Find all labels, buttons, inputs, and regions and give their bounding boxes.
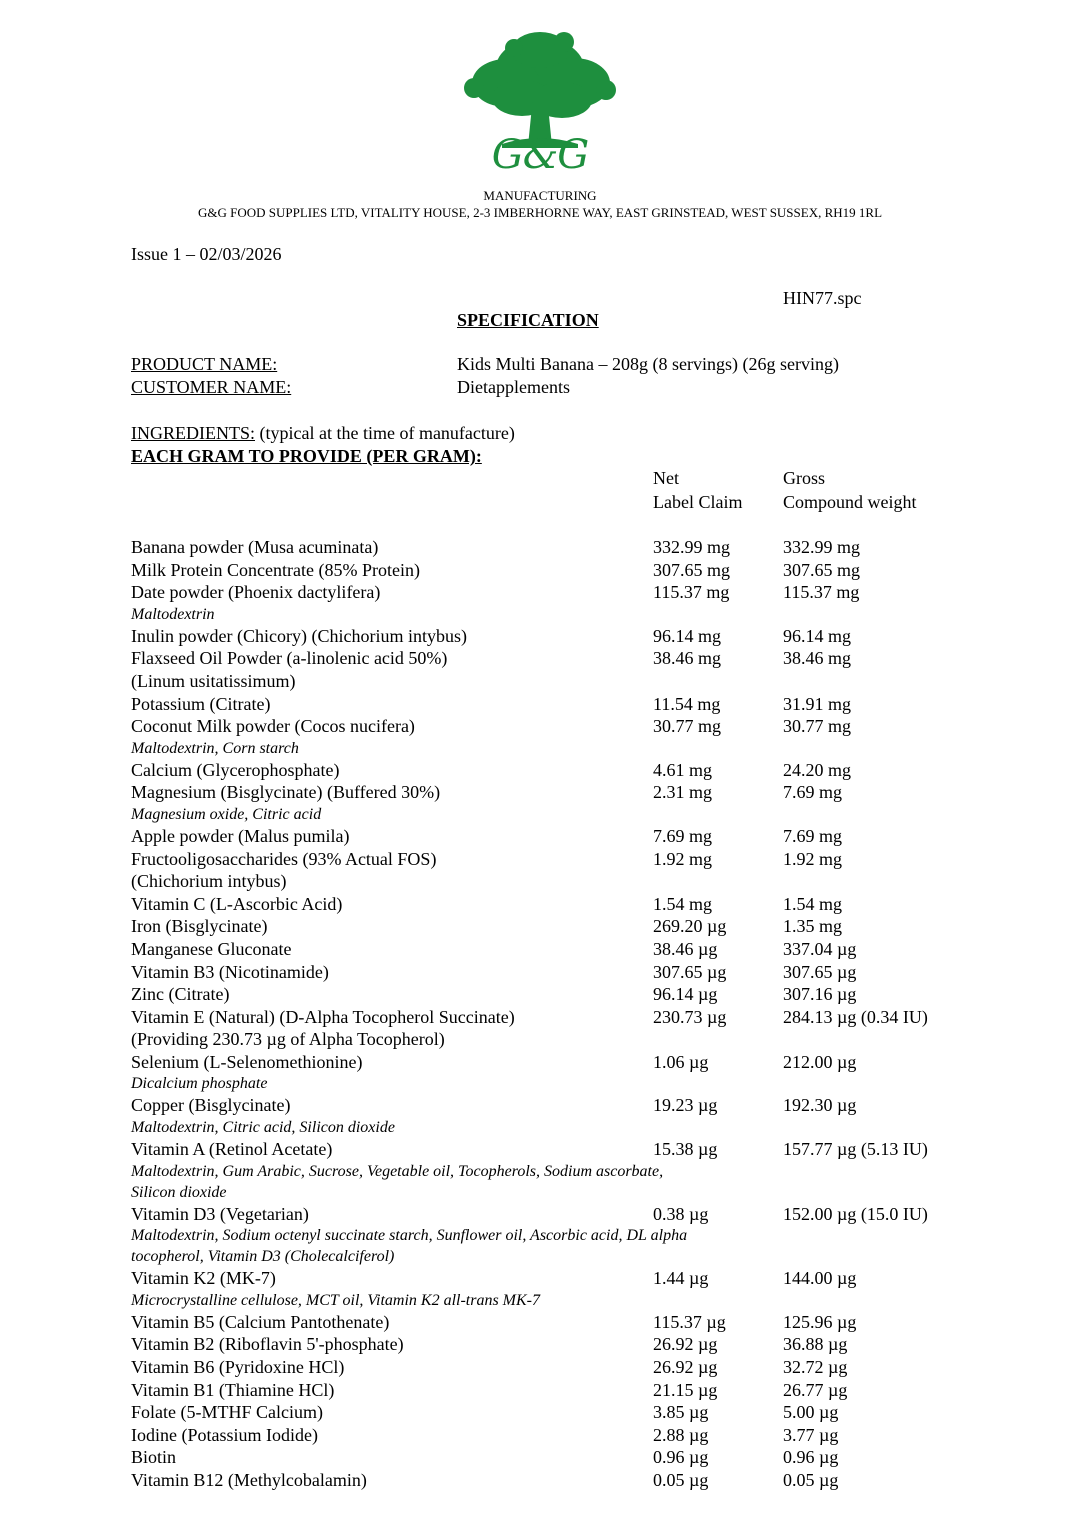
gross-compound-weight: 307.65 mg (783, 559, 861, 580)
ingredient-name: Manganese Gluconate (131, 938, 292, 959)
ingredient-name: Flaxseed Oil Powder (a-linolenic acid 50%) (131, 648, 448, 669)
ingredient-name: Calcium (Glycerophosphate) (131, 759, 340, 780)
logo-text: G&G (491, 132, 589, 178)
gross-compound-weight: 7.69 mg (783, 782, 843, 803)
product-name-label: PRODUCT NAME: (131, 354, 278, 374)
ingredient-row (0, 961, 1080, 984)
ingredient-row (0, 870, 1080, 893)
ingredient-name: Milk Protein Concentrate (85% Protein) (131, 559, 420, 580)
issue-date: Issue 1 – 02/03/2026 (131, 244, 282, 264)
ingredient-name: Iodine (Potassium Iodide) (131, 1424, 318, 1445)
ingredient-carrier-note (0, 1073, 1080, 1094)
ingredient-row (0, 1311, 1080, 1334)
ingredient-name: Date powder (Phoenix dactylifera) (131, 582, 381, 603)
ingredient-row (0, 983, 1080, 1006)
ingredient-carrier-note (0, 1246, 1080, 1267)
ingredient-name: Vitamin B5 (Calcium Pantothenate) (131, 1311, 390, 1332)
ingredient-name: tocopherol, Vitamin D3 (Cholecalciferol) (131, 1248, 395, 1266)
gross-compound-weight: 26.77 µg (783, 1379, 848, 1400)
ingredient-row (0, 1094, 1080, 1117)
ingredient-name: Vitamin D3 (Vegetarian) (131, 1203, 309, 1224)
net-label-claim: 0.05 µg (653, 1470, 709, 1490)
net-header-line1: Net (653, 468, 679, 488)
ingredient-carrier-note (0, 738, 1080, 759)
ingredient-row (0, 1356, 1080, 1379)
net-label-claim: 1.54 mg (653, 893, 713, 914)
ingredient-name: Silicon dioxide (131, 1183, 227, 1201)
ingredients-table (0, 536, 1080, 1492)
ingredient-name: Vitamin B3 (Nicotinamide) (131, 961, 329, 982)
net-header-line2: Label Claim (653, 492, 743, 512)
gross-compound-weight: 307.16 µg (783, 984, 857, 1005)
gross-compound-weight: 3.77 µg (783, 1424, 839, 1445)
ingredient-name: (Providing 230.73 µg of Alpha Tocopherol) (131, 1029, 445, 1050)
gross-compound-weight: 0.96 µg (783, 1447, 839, 1468)
ingredient-name: Copper (Bisglycinate) (131, 1095, 291, 1116)
ingredient-name: Maltodextrin, Sodium octenyl succinate starch, Sunflower oil, Ascorbic acid, DL alpha (131, 1227, 688, 1245)
company-address: G&G FOOD SUPPLIES LTD, VITALITY HOUSE, 2-3 IMBERHORNE WAY, EAST GRINSTEAD, WEST SUSSEX, RH19 1RL (197, 205, 883, 220)
ingredient-row (0, 848, 1080, 871)
ingredient-name: Vitamin A (Retinol Acetate) (131, 1139, 333, 1160)
net-label-claim: 3.85 µg (653, 1402, 709, 1423)
net-label-claim: 4.61 mg (653, 759, 713, 780)
gross-compound-weight: 7.69 mg (783, 825, 843, 846)
ingredient-name: (Linum usitatissimum) (131, 670, 296, 691)
gross-compound-weight: 1.54 mg (783, 893, 843, 914)
gross-compound-weight: 307.65 µg (783, 961, 857, 982)
ingredient-name: Iron (Bisglycinate) (131, 916, 268, 937)
ingredients-note: (typical at the time of manufacture) (255, 423, 515, 443)
ingredient-row (0, 670, 1080, 693)
net-label-claim: 26.92 µg (653, 1357, 718, 1378)
ingredient-name: Folate (5-MTHF Calcium) (131, 1402, 323, 1423)
ingredient-row (0, 1267, 1080, 1290)
customer-name-value: Dietapplements (457, 377, 570, 397)
gross-compound-weight: 1.92 mg (783, 848, 843, 869)
net-label-claim: 11.54 mg (653, 693, 721, 714)
ingredient-name: Magnesium oxide, Citric acid (131, 805, 322, 823)
gross-compound-weight: 38.46 mg (783, 648, 852, 669)
document-title: SPECIFICATION (457, 310, 599, 330)
gross-compound-weight: 284.13 µg (0.34 IU) (783, 1006, 928, 1027)
gross-compound-weight: 192.30 µg (783, 1095, 857, 1116)
gross-compound-weight: 0.05 µg (783, 1470, 839, 1490)
net-label-claim: 19.23 µg (653, 1095, 718, 1116)
net-label-claim: 115.37 µg (653, 1311, 726, 1332)
gross-compound-weight: 157.77 µg (5.13 IU) (783, 1139, 928, 1160)
net-label-claim: 0.38 µg (653, 1203, 709, 1224)
net-label-claim: 38.46 µg (653, 938, 718, 959)
ingredient-name: Maltodextrin (131, 605, 215, 623)
ingredient-row (0, 1379, 1080, 1402)
ingredient-carrier-note (0, 1225, 1080, 1246)
ingredient-row (0, 559, 1080, 582)
net-label-claim: 1.06 µg (653, 1051, 709, 1072)
gross-compound-weight: 24.20 mg (783, 759, 852, 780)
ingredient-name: Vitamin K2 (MK-7) (131, 1268, 276, 1289)
gross-compound-weight: 36.88 µg (783, 1334, 848, 1355)
ingredient-row (0, 1446, 1080, 1469)
net-label-claim: 230.73 µg (653, 1006, 727, 1027)
ingredient-row (0, 536, 1080, 559)
ingredient-name: Zinc (Citrate) (131, 984, 230, 1005)
ingredient-name: Selenium (L-Selenomethionine) (131, 1051, 363, 1072)
ingredient-name: Vitamin B6 (Pyridoxine HCl) (131, 1357, 345, 1378)
ingredient-name: Biotin (131, 1447, 177, 1468)
ingredient-name: Maltodextrin, Gum Arabic, Sucrose, Vegetable oil, Tocopherols, Sodium ascorbate, (131, 1162, 664, 1180)
ingredient-row (0, 893, 1080, 916)
ingredient-name: Banana powder (Musa acuminata) (131, 537, 379, 557)
product-name-value: Kids Multi Banana – 208g (8 servings) (26g serving) (457, 354, 839, 374)
gross-compound-weight: 332.99 mg (783, 537, 861, 557)
ingredients-label: INGREDIENTS: (131, 423, 255, 443)
ingredient-name: Vitamin B2 (Riboflavin 5'-phosphate) (131, 1334, 404, 1355)
gross-compound-weight: 30.77 mg (783, 716, 852, 737)
ingredient-row (0, 915, 1080, 938)
net-label-claim: 332.99 mg (653, 537, 731, 557)
ingredient-row (0, 938, 1080, 961)
net-label-claim: 2.31 mg (653, 782, 713, 803)
ingredient-row (0, 1401, 1080, 1424)
ingredient-name: Vitamin B1 (Thiamine HCl) (131, 1379, 335, 1400)
ingredient-row (0, 1006, 1080, 1029)
ingredient-row (0, 1051, 1080, 1074)
ingredient-row (0, 693, 1080, 716)
gross-compound-weight: 32.72 µg (783, 1357, 848, 1378)
net-label-claim: 115.37 mg (653, 582, 730, 603)
gross-header-line2: Compound weight (783, 492, 917, 512)
ingredient-name: Vitamin E (Natural) (D-Alpha Tocopherol Succinate) (131, 1006, 515, 1027)
ingredient-name: Dicalcium phosphate (131, 1075, 268, 1093)
manufacturing-label: MANUFACTURING (483, 188, 597, 203)
ingredient-carrier-note (0, 1117, 1080, 1138)
ingredient-carrier-note (0, 1161, 1080, 1182)
ingredient-name: Apple powder (Malus pumila) (131, 825, 350, 846)
net-label-claim: 1.92 mg (653, 848, 713, 869)
net-label-claim: 38.46 mg (653, 648, 722, 669)
ingredient-name: Maltodextrin, Citric acid, Silicon dioxide (131, 1119, 395, 1137)
ingredient-row (0, 625, 1080, 648)
ingredient-name: Vitamin B12 (Methylcobalamin) (131, 1470, 367, 1490)
ingredients-heading (131, 422, 515, 445)
gross-compound-weight: 96.14 mg (783, 625, 852, 646)
net-label-claim: 307.65 mg (653, 559, 731, 580)
net-label-claim: 1.44 µg (653, 1268, 709, 1289)
gross-compound-weight: 144.00 µg (783, 1268, 857, 1289)
gross-compound-weight: 337.04 µg (783, 938, 857, 959)
ingredient-row (0, 1333, 1080, 1356)
ingredient-name: (Chichorium intybus) (131, 871, 287, 892)
ingredient-row (0, 1138, 1080, 1161)
ingredient-carrier-note (0, 604, 1080, 625)
gross-compound-weight: 1.35 mg (783, 916, 843, 937)
customer-name-label: CUSTOMER NAME: (131, 377, 292, 397)
ingredient-row (0, 1424, 1080, 1447)
ingredient-row (0, 1203, 1080, 1226)
ingredient-row (0, 647, 1080, 670)
ingredient-row (0, 1469, 1080, 1492)
ingredient-name: Maltodextrin, Corn starch (131, 739, 299, 757)
ingredient-carrier-note (0, 1182, 1080, 1203)
ingredient-row (0, 781, 1080, 804)
net-label-claim: 7.69 mg (653, 825, 713, 846)
net-label-claim: 307.65 µg (653, 961, 727, 982)
ingredient-name: Inulin powder (Chicory) (Chichorium intybus) (131, 625, 467, 646)
net-label-claim: 21.15 µg (653, 1379, 718, 1400)
ingredient-row (0, 581, 1080, 604)
per-gram-heading: EACH GRAM TO PROVIDE (PER GRAM): (131, 446, 482, 466)
gross-compound-weight: 115.37 mg (783, 582, 860, 603)
net-label-claim: 30.77 mg (653, 716, 722, 737)
ingredient-name: Microcrystalline cellulose, MCT oil, Vitamin K2 all-trans MK-7 (131, 1291, 541, 1309)
gross-compound-weight: 125.96 µg (783, 1311, 857, 1332)
gross-compound-weight: 31.91 mg (783, 693, 852, 714)
net-label-claim: 0.96 µg (653, 1447, 709, 1468)
ingredient-row (0, 1028, 1080, 1051)
ingredient-name: Magnesium (Bisglycinate) (Buffered 30%) (131, 782, 441, 803)
net-label-claim: 96.14 mg (653, 625, 722, 646)
ingredient-name: Fructooligosaccharides (93% Actual FOS) (131, 848, 437, 869)
ingredient-row (0, 825, 1080, 848)
file-code: HIN77.spc (783, 288, 862, 308)
ingredient-name: Coconut Milk powder (Cocos nucifera) (131, 716, 415, 737)
ingredient-carrier-note (0, 804, 1080, 825)
net-label-claim: 96.14 µg (653, 984, 718, 1005)
net-label-claim: 2.88 µg (653, 1424, 709, 1445)
net-label-claim: 15.38 µg (653, 1139, 718, 1160)
net-label-claim: 26.92 µg (653, 1334, 718, 1355)
ingredient-row (0, 759, 1080, 782)
ingredient-row (0, 715, 1080, 738)
gross-compound-weight: 212.00 µg (783, 1051, 857, 1072)
ingredient-carrier-note (0, 1290, 1080, 1311)
gross-header-line1: Gross (783, 468, 826, 488)
ingredient-name: Vitamin C (L-Ascorbic Acid) (131, 893, 343, 914)
ingredient-name: Potassium (Citrate) (131, 693, 271, 714)
gross-compound-weight: 5.00 µg (783, 1402, 839, 1423)
gross-compound-weight: 152.00 µg (15.0 IU) (783, 1203, 928, 1224)
net-label-claim: 269.20 µg (653, 916, 727, 937)
